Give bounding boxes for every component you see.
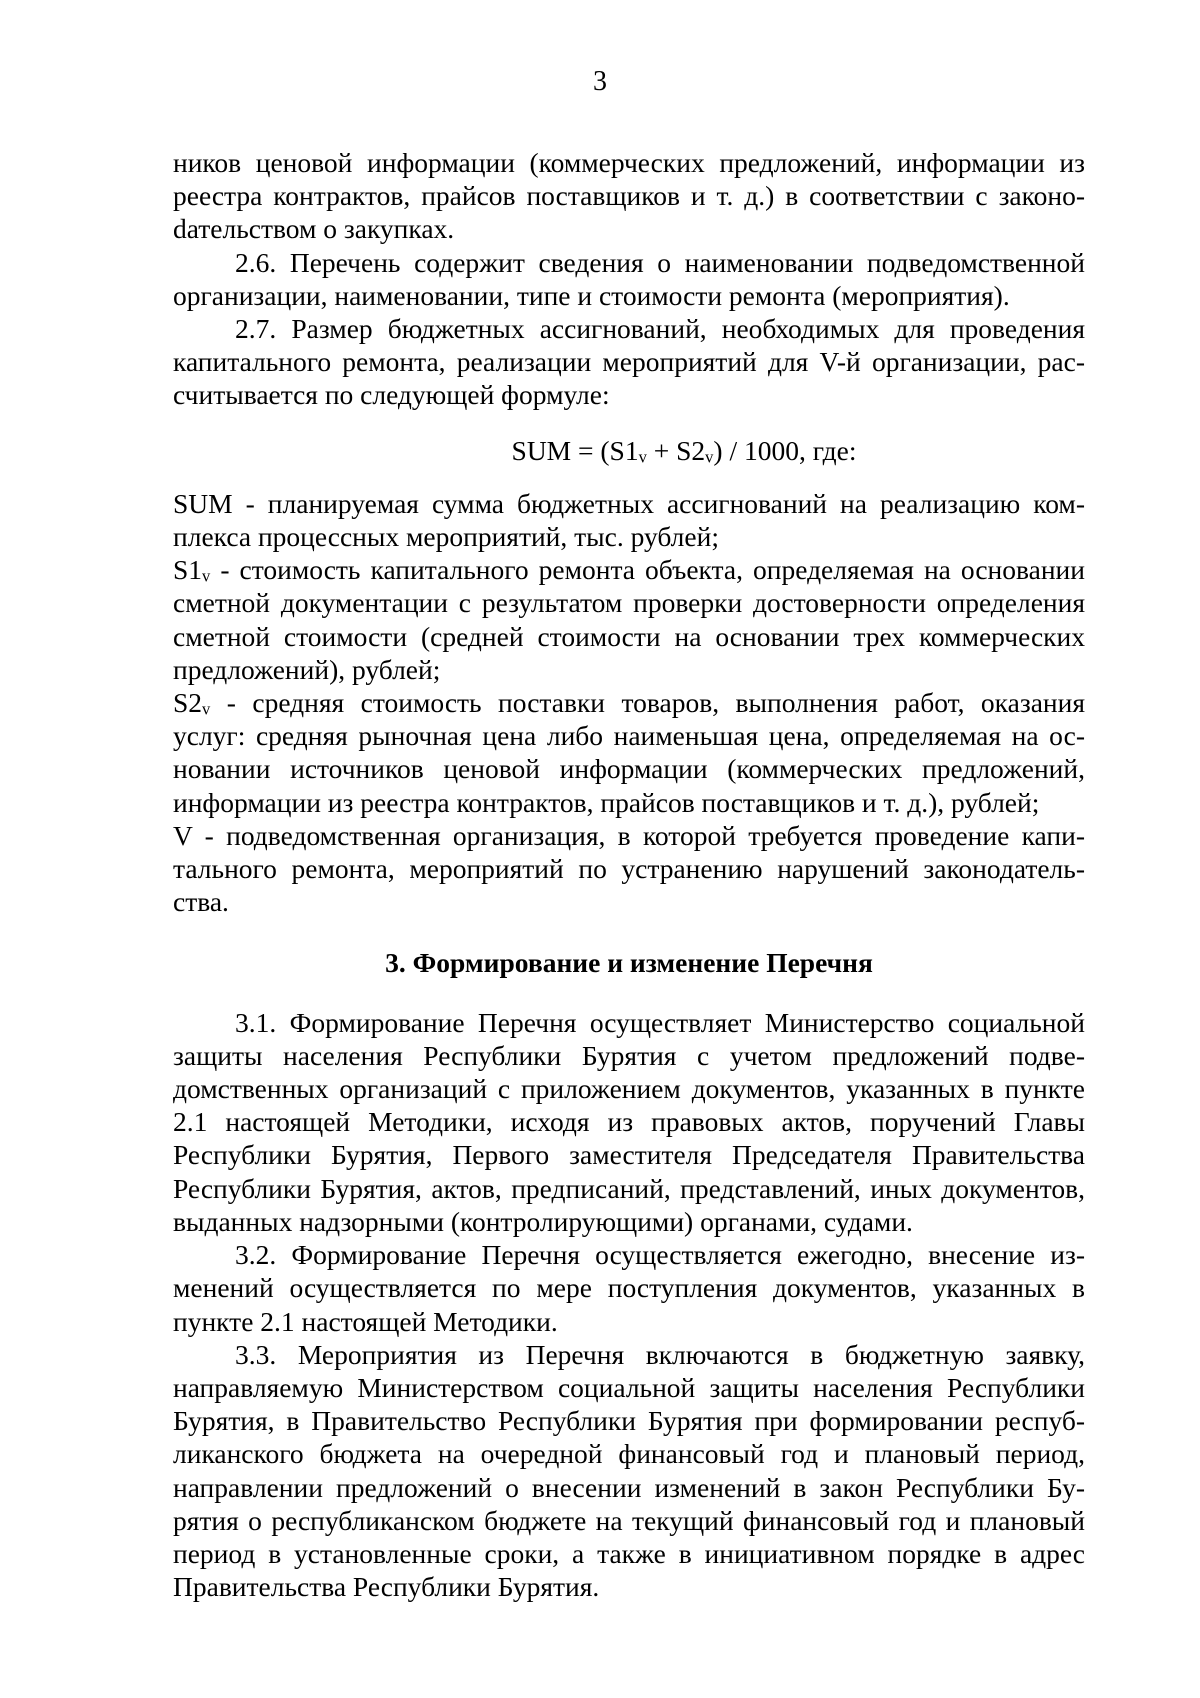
definition-s1-subscript: v bbox=[202, 566, 211, 586]
formula-subscript-2: v bbox=[705, 447, 714, 467]
definition-s2-text: - средняя стоимость поставки товаров, выполнения работ, оказания услуг: средняя рыночная цена либо наименьшая цена, определяемая на основании источников ценовой информации (коммерческих предложений, информации из реестра контрактов, прайсов поставщиков и т. д.), рублей; bbox=[173, 687, 1085, 818]
definition-sum: SUM - планируемая сумма бюджетных ассигнований на реализацию комплекса процессных мероприятий, тыс. рублей; bbox=[173, 487, 1085, 553]
definition-v: V - подведомственная организация, в которой требуется проведение капитального ремонта, мероприятий по устранению нарушений законодательства. bbox=[173, 819, 1085, 918]
definition-s2-subscript: v bbox=[202, 699, 211, 719]
paragraph-2-7: 2.7. Размер бюджетных ассигнований, необходимых для проведения капитального ремонта, реализации мероприятий для V-й организации, рассчитывается по следующей формуле: bbox=[173, 313, 1085, 411]
paragraph-intro: ников ценовой информации (коммерческих предложений, информации из реестра контрактов, прайсов поставщиков и т. д.) в соответствии с законоdательством о закупках. bbox=[173, 147, 1085, 245]
definition-s1-text: - стоимость капитального ремонта объекта, определяемая на основании сметной документации с результатом проверки достоверности определения сметной стоимости (средней стоимости на основании трех коммерческих предложений), рублей; bbox=[173, 554, 1085, 685]
paragraph-3-1: 3.1. Формирование Перечня осуществляет Министерство социальной защиты населения Республики Бурятия с учетом предложений подведомственных организаций с приложением документов, указанных в пункте 2.1 настоящей Методики, исходя из правовых актов, поручений Главы Республики Бурятия, Первого заместителя Председателя Правительства Республики Бурятия, актов, предписаний, представлений, иных документов, выданных надзорными (контролирующими) органами, судами. bbox=[173, 1006, 1085, 1237]
definition-s1-variable: S1 bbox=[173, 554, 203, 586]
section-3-heading: 3. Формирование и изменение Перечня bbox=[385, 947, 873, 979]
paragraph-3-2: 3.2. Формирование Перечня осуществляется ежегодно, внесение изменений осуществляется по мере поступления документов, указанных в пункте 2.1 настоящей Методики. bbox=[173, 1239, 1085, 1337]
paragraph-3-3: 3.3. Мероприятия из Перечня включаются в бюджетную заявку, направляемую Министерством социальной защиты населения Республики Бурятия, в Правительство Республики Бурятия при формировании республиканского бюджета на очередной финансовый год и плановый период, направлении предложений о внесении изменений в закон Республики Бурятия о республиканском бюджете на текущий финансовый год и плановый период в установленные сроки, а также в инициативном порядке в адрес Правительства Республики Бурятия. bbox=[173, 1338, 1085, 1603]
paragraph-2-6: 2.6. Перечень содержит сведения о наименовании подведомственной организации, наименовании, типе и стоимости ремонта (мероприятия). bbox=[173, 246, 1085, 311]
definition-s2-variable: S2 bbox=[173, 687, 203, 719]
formula bbox=[173, 434, 1085, 467]
definition-s2 bbox=[173, 686, 1085, 819]
definition-s1 bbox=[173, 553, 1085, 686]
document-body bbox=[173, 146, 1085, 1603]
formula-part-2: + S2 bbox=[646, 434, 706, 466]
page-number: 3 bbox=[593, 66, 607, 97]
formula-subscript-1: v bbox=[638, 447, 647, 467]
formula-part-3: ) / 1000, где: bbox=[713, 434, 857, 466]
formula-part-1: SUM = (S1 bbox=[511, 434, 639, 466]
